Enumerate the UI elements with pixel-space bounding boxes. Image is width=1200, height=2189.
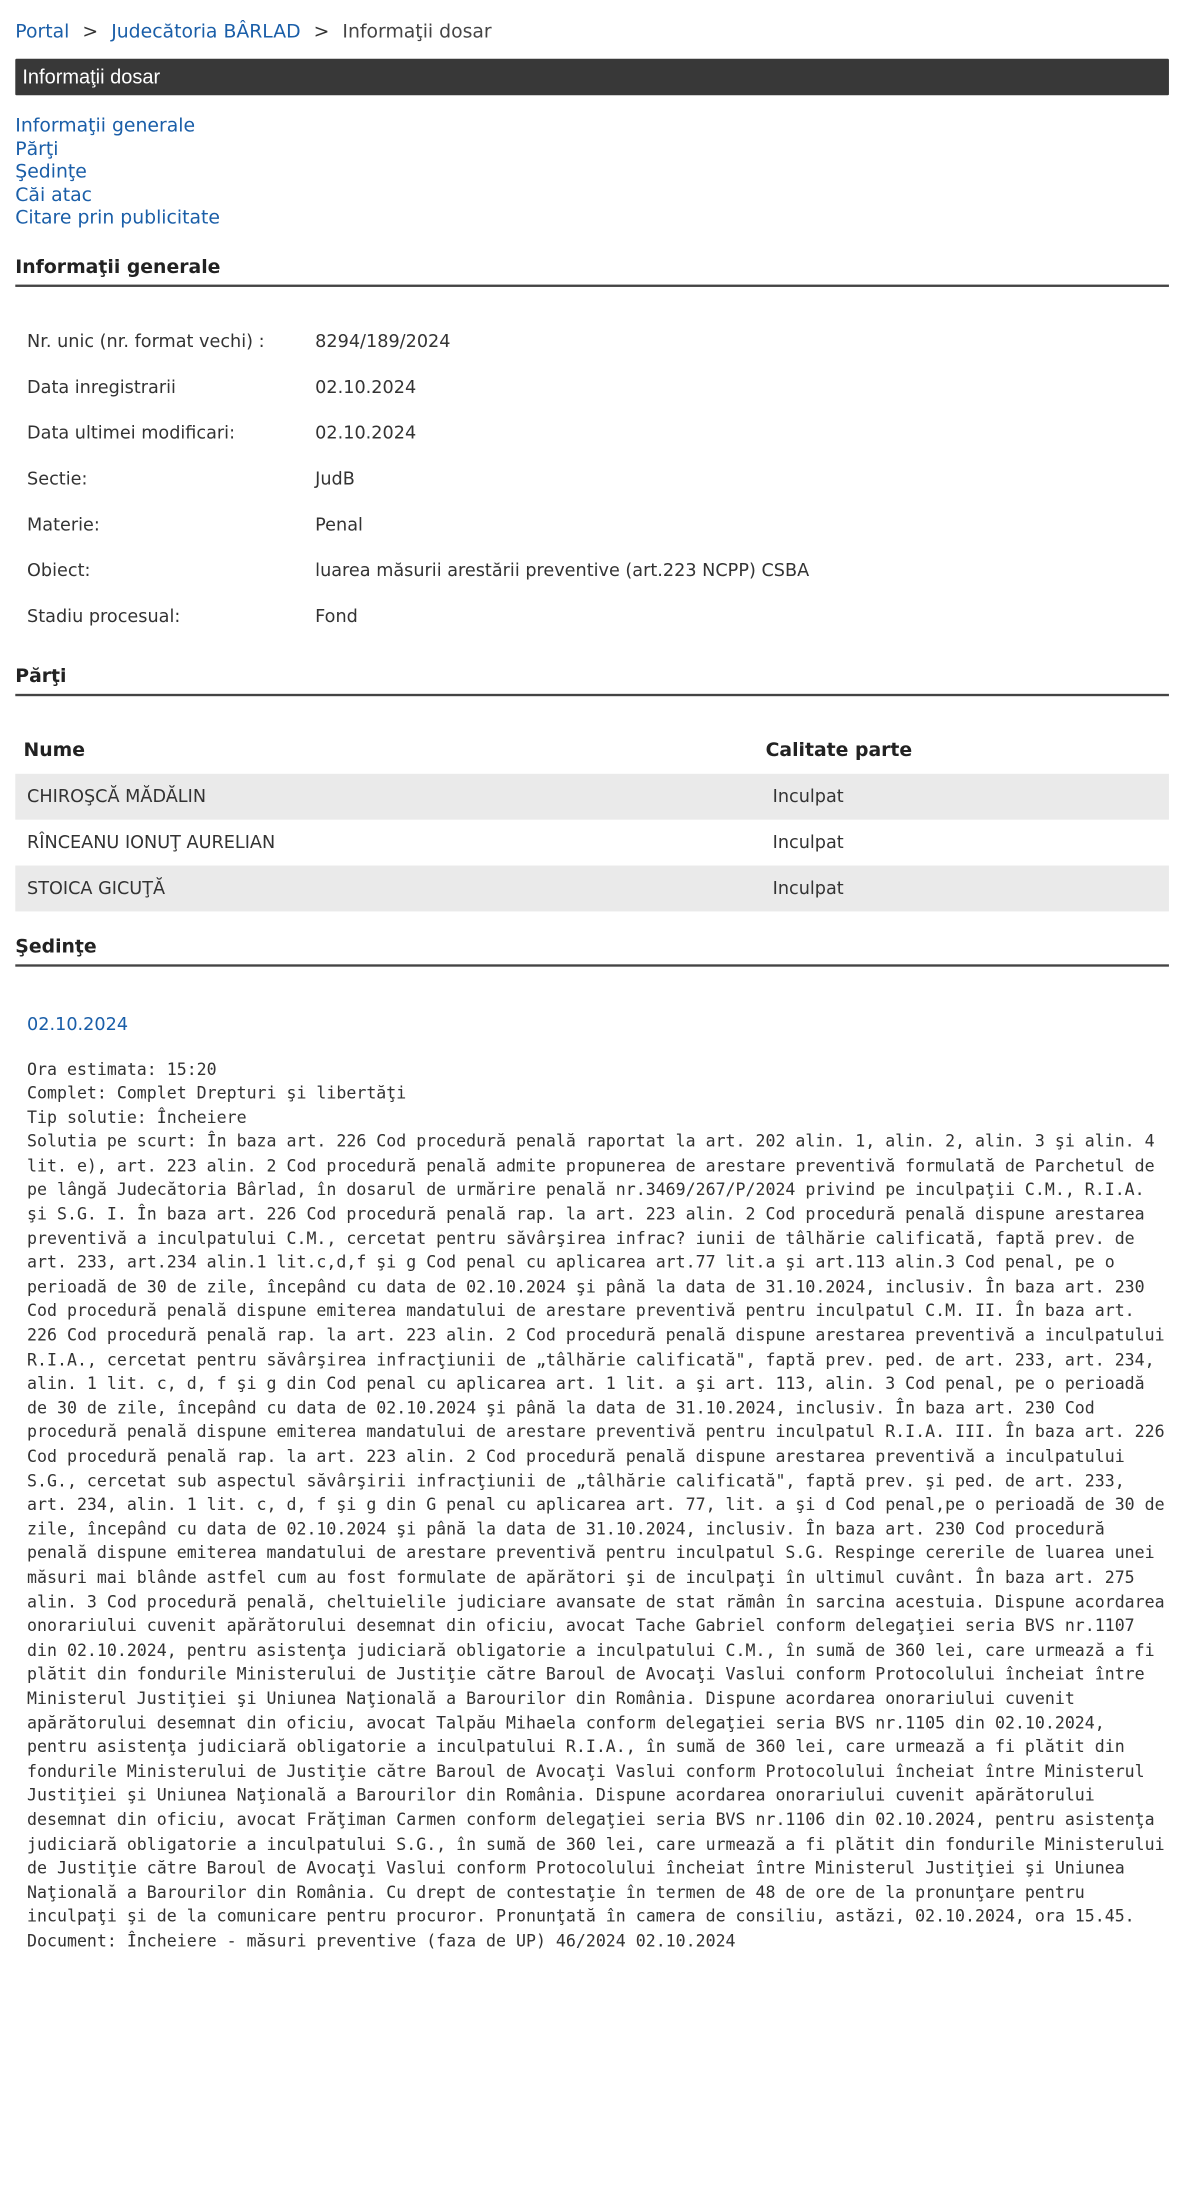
page-title-bar: Informaţii dosar (15, 59, 1169, 95)
section-nav (15, 114, 1169, 229)
party-role: Inculpat (772, 830, 844, 853)
info-row-nr-unic (15, 319, 1169, 365)
party-name: RÎNCEANU IONUŢ AURELIAN (27, 830, 276, 853)
info-label: Obiect: (27, 559, 91, 581)
breadcrumb-separator: > (313, 19, 330, 43)
info-value: 02.10.2024 (315, 421, 417, 443)
breadcrumb-separator: > (82, 19, 99, 43)
info-value: Fond (315, 605, 358, 627)
nav-link-informatii-generale[interactable]: Informaţii generale (15, 114, 196, 137)
info-value: 02.10.2024 (315, 375, 417, 397)
party-name: CHIROŞCĂ MĂDĂLIN (27, 784, 207, 807)
party-name: STOICA GICUŢĂ (27, 876, 166, 898)
column-header-calitate: Calitate parte (765, 737, 913, 761)
info-label: Sectie: (27, 467, 88, 489)
info-value: luarea măsurii arestării preventive (art.223 NCPP) CSBA (315, 559, 810, 581)
info-row-sectie (15, 457, 1169, 503)
breadcrumb-court-link[interactable]: Judecătoria BÂRLAD (111, 19, 301, 43)
party-role: Inculpat (772, 876, 844, 898)
nav-link-parti[interactable]: Părţi (15, 137, 59, 160)
party-role: Inculpat (772, 784, 844, 807)
sedinta-document: Document: Încheiere - măsuri preventive (faza de UP) 46/2024 02.10.2024 (27, 1932, 736, 1951)
info-label: Data inregistrarii (27, 375, 176, 397)
info-label: Data ultimei modificari: (27, 421, 236, 443)
sedinta-ora: Ora estimata: 15:20 (27, 1060, 217, 1079)
table-row (15, 773, 1169, 819)
sedinta-date: 02.10.2024 (27, 1013, 129, 1035)
info-label: Materie: (27, 513, 100, 535)
parti-table-header (15, 726, 1169, 773)
info-row-data-ultimei-modificari (15, 411, 1169, 457)
info-value: 8294/189/2024 (315, 329, 451, 352)
sedinta-complet: Complet: Complet Drepturi şi libertăţi (27, 1084, 407, 1104)
sedinta-solutia: Solutia pe scurt: În baza art. 226 Cod procedură penală raportat la art. 202 alin. 1, alin. 2, alin. 3 şi alin. 4 lit. e), art. 223 alin. 2 Cod procedură penală admite propunerea de arestare preventivă formulată de Parchetul de pe lângă Judecătoria Bârlad, în dosarul de urmărire penală nr.3469/267/P/2024 privind pe inculpaţii C.M., R.I.A. şi S.G. I. În baza art. 226 Cod procedură penală rap. la art. 223 alin. 2 Cod procedură penală dispune arestarea preventivă a inculpatului C.M., cercetat pentru săvârşirea infrac? iunii de tâlhărie calificată, faptă prev. de art. 233, art.234 alin.1 lit.c,d,f şi g Cod penal cu aplicarea art.77 lit.a şi art.113 alin.3 Cod penal, pe o perioadă de 30 de zile, începând cu data de 02.10.2024 şi până la data de 31.10.2024, inclusiv. În baza art. 230 Cod procedură penală dispune emiterea mandatului de arestare preventivă pentru inculpatul C.M. II. În baza art. 226 Cod procedură penală rap. la art. 223 alin. 2 Cod procedură penală dispune arestarea preventivă a inculpatului R.I.A., cercetat pentru săvârşirea infracţiunii de „tâlhărie calificată", faptă prev. ped. de art. 233, art. 234, alin. 1 lit. c, d, f şi g din Cod penal cu aplicarea art. 1 lit. a şi art. 113, alin. 3 Cod penal, pe o perioadă de 30 de zile, începând cu data de 02.10.2024 şi până la data de 31.10.2024, inclusiv. În baza art. 230 Cod procedură penală dispune emiterea mandatului de arestare preventivă pentru inculpatul R.I.A. III. În baza art. 226 Cod procedură penală rap. la art. 223 alin. 2 Cod procedură penală dispune arestarea preventivă a inculpatului S.G., cercetat sub aspectul săvârşirii infracţiunii de „tâlhărie calificată", faptă prev. şi ped. de art. 233, art. 234, alin. 1 lit. c, d, f şi g din G penal cu aplicarea art. 77, lit. a şi d Cod penal,pe o perioadă de 30 de zile, începând cu data de 02.10.2024 şi până la data de 31.10.2024, inclusiv. În baza art. 230 Cod procedură penală dispune emiterea mandatului de arestare preventivă pentru inculpatul S.G. Respinge cererile de luarea unei măsuri mai blânde astfel cum au fost formulate de apărători şi de inculpaţi în ultimul cuvânt. În baza art. 275 alin. 3 Cod procedură penală, cheltuielile judiciare avansate de stat rămân în sarcina acestuia. Dispune acordarea onorariului cuvenit apărătorului desemnat din oficiu, avocat Tache Gabriel conform delegaţiei seria BVS nr.1107 din 02.10.2024, pentru asistenţa judiciară obligatorie a inculpatului C.M., în sumă de 360 lei, care urmează a fi plătit din fondurile Ministerului de Justiţie către Baroul de Avocaţi Vaslui conform Protocolului încheiat între Ministerul Justiţiei şi Uniunea Naţională a Barourilor din România. Dispune acordarea onorariului cuvenit apărătorului desemnat din oficiu, avocat Talpău Mihaela conform delegaţiei seria BVS nr.1105 din 02.10.2024, pentru asistenţa judiciară obligatorie a inculpatului R.I.A., în sumă de 360 lei, care urmează a fi plătit din fondurile Ministerului de Justiţie către Baroul de Avocaţi Vaslui conform Protocolului încheiat între Ministerul Justiţiei şi Uniunea Naţională a Barourilor din România. Dispune acordarea onorariului cuvenit apărătorului desemnat din oficiu, avocat Frăţiman Carmen conform delegaţiei seria BVS nr.1106 din 02.10.2024, pentru asistenţa judiciară obligatorie a inculpatului S.G., în sumă de 360 lei, care urmează a fi plătit din fondurile Ministerului de Justiţie către Baroul de Avocaţi Vaslui conform Protocolului încheiat între Ministerul Justiţiei şi Uniunea Naţională a Barourilor din România. Cu drept de contestaţie în termen de 48 de ore de la pronunţare pentru inculpaţi şi de la comunicare pentru procuror. Pronunţată în camera de consiliu, astăzi, 02.10.2024, ora 15.45. (27, 1132, 1165, 1927)
info-value: JudB (315, 467, 355, 489)
table-row (15, 819, 1169, 865)
sedinta-details (15, 1058, 1169, 1954)
section-heading-parti: Părţi (15, 664, 1169, 696)
nav-link-cai-atac[interactable]: Căi atac (15, 182, 92, 206)
section-heading-sedinte: Şedinţe (15, 934, 1169, 966)
section-heading-informatii-generale: Informaţii generale (15, 255, 1169, 287)
breadcrumb-current: Informaţii dosar (342, 19, 492, 43)
info-label: Nr. unic (nr. format vechi) : (27, 329, 265, 352)
table-row (15, 865, 1169, 911)
info-label: Stadiu procesual: (27, 605, 181, 627)
sedinta-tip-solutie: Tip solutie: Încheiere (27, 1108, 247, 1128)
info-row-materie (15, 503, 1169, 549)
column-header-nume: Nume (23, 737, 86, 761)
nav-link-citare-publicitate[interactable]: Citare prin publicitate (15, 205, 220, 229)
info-row-data-inregistrarii (15, 365, 1169, 411)
info-row-stadiu-procesual (15, 594, 1169, 640)
nav-link-sedinte[interactable]: Şedinţe (15, 159, 87, 183)
general-info-table (15, 319, 1169, 640)
breadcrumb-portal-link[interactable]: Portal (15, 19, 70, 43)
info-row-obiect (15, 549, 1169, 595)
info-value: Penal (315, 513, 363, 535)
breadcrumb (15, 16, 1169, 47)
